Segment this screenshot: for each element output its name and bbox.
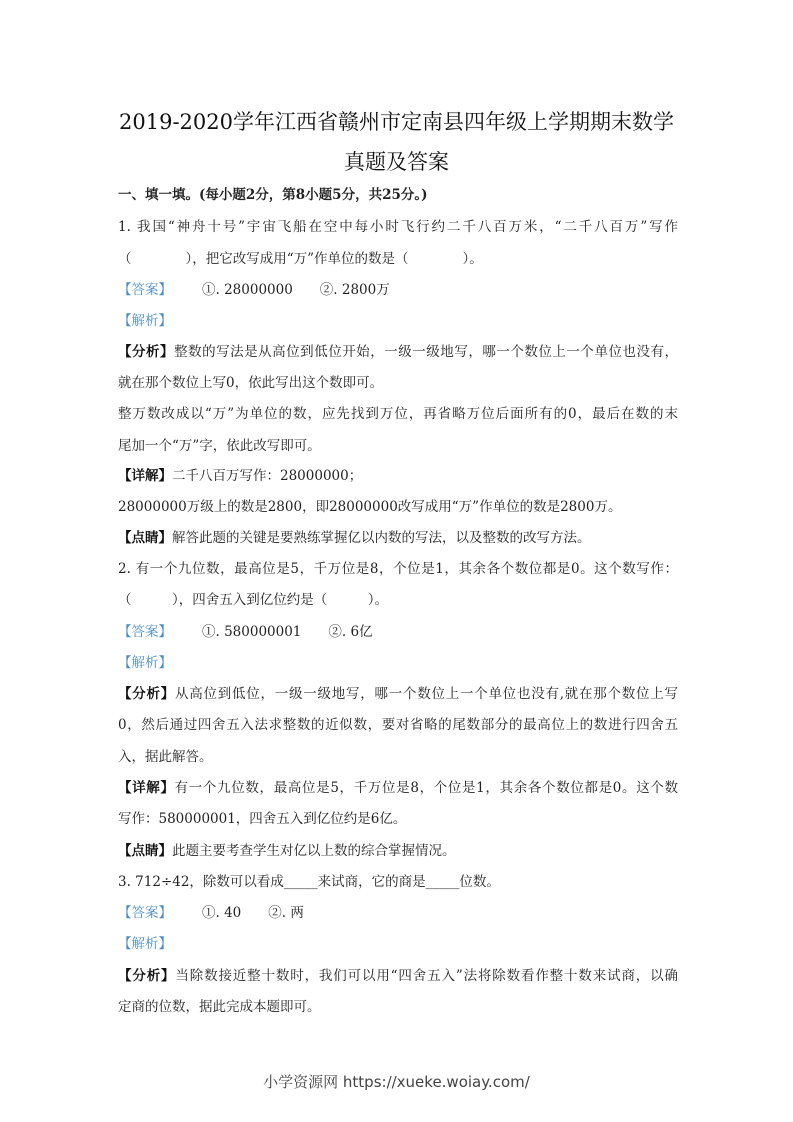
section-tag: 【分析】 (118, 686, 175, 702)
line-text: 入，据此解答。 (118, 749, 213, 765)
section-heading (118, 186, 678, 204)
line-text: ①. 28000000 ②. 2800万 (202, 282, 390, 298)
footer-watermark: 小学资源网 https://xueke.woiay.com/ (263, 1073, 530, 1091)
document-line (118, 529, 678, 547)
line-text: 尾加一个“万”字，依此改写即可。 (118, 438, 321, 454)
section-tag: 【解析】 (118, 936, 172, 952)
section-tag: 【解析】 (118, 655, 172, 671)
line-text: ①. 40 ②. 两 (202, 905, 304, 921)
document-line (118, 250, 678, 268)
document-line (118, 685, 678, 703)
section-tag: 【详解】 (118, 780, 175, 796)
section-tag: 【点睛】 (118, 843, 172, 859)
document-line (118, 467, 678, 485)
line-text: （ ），四舍五入到亿位约是（ ）。 (118, 592, 388, 608)
section-tag: 【答案】 (118, 282, 172, 298)
document-line (118, 312, 678, 330)
document-line (118, 405, 678, 423)
document-line (118, 810, 678, 828)
document-line (118, 998, 678, 1016)
line-text: 此题主要考查学生对亿以上数的综合掌握情况。 (172, 843, 456, 859)
document-line (118, 374, 678, 392)
line-text: 整数的写法是从高位到低位开始，一级一级地写，哪一个数位上一个单位也没有， (174, 344, 679, 360)
line-text: 一、填一填。(每小题2分，第8小题5分，共25分。) (118, 187, 428, 203)
document-line (118, 967, 678, 985)
document-line (118, 560, 678, 578)
document-line (118, 623, 678, 641)
line-text: 3. 712÷42，除数可以看成_____来试商，它的商是_____位数。 (118, 874, 500, 890)
document-line (118, 654, 678, 672)
line-text: 当除数接近整十数时，我们可以用“四舍五入”法将除数看作整十数来试商，以确 (175, 968, 678, 984)
line-text: 1. 我国“神舟十号”宇宙飞船在空中每小时飞行约二千八百万米，“二千八百万”写作 (118, 219, 678, 235)
section-tag: 【分析】 (118, 968, 176, 984)
line-text: 写作：580000001，四舍五入到亿位约是6亿。 (118, 811, 407, 827)
line-text: 定商的位数，据此完成本题即可。 (118, 999, 321, 1015)
line-text: （ ），把它改写成用“万”作单位的数是（ ）。 (118, 251, 483, 267)
document-line (118, 935, 678, 953)
document-title-line-2: 真题及答案 (344, 150, 449, 174)
section-tag: 【答案】 (118, 905, 172, 921)
line-text: 28000000万级上的数是2800，即28000000改写成用“万”作单位的数是2800万。 (118, 499, 622, 515)
document-line (118, 904, 678, 922)
document-line (118, 748, 678, 766)
line-text: 有一个九位数，最高位是5，千万位是8，个位是1，其余各个数位都是0。这个数 (174, 780, 679, 796)
line-text: 2. 有一个九位数，最高位是5，千万位是8，个位是1，其余各个数位都是0。这个数写作： (118, 561, 678, 577)
section-tag: 【答案】 (118, 624, 172, 640)
document-line (118, 281, 678, 299)
line-text: 二千八百万写作：28000000； (172, 468, 363, 484)
line-text: 0，然后通过四舍五入法求整数的近似数，要对省略的尾数部分的最高位上的数进行四舍五 (118, 717, 678, 733)
document-line (118, 779, 678, 797)
document-line (118, 873, 678, 891)
document-line (118, 716, 678, 734)
section-tag: 【点睛】 (118, 530, 172, 546)
section-tag: 【详解】 (118, 468, 172, 484)
document-line (118, 218, 678, 236)
line-text: 从高位到低位，一级一级地写，哪一个数位上一个单位也没有,就在那个数位上写 (175, 686, 678, 702)
section-tag: 【分析】 (118, 344, 175, 360)
document-line (118, 343, 678, 361)
document-line (118, 842, 678, 860)
document-line (118, 498, 678, 516)
document-title-line-1: 2019-2020学年江西省赣州市定南县四年级上学期期末数学 (119, 110, 674, 134)
line-text: 整万数改成以“万”为单位的数，应先找到万位，再省略万位后面所有的0，最后在数的末 (118, 406, 678, 422)
line-text: 就在那个数位上写0，依此写出这个数即可。 (118, 375, 384, 391)
line-text: 解答此题的关键是要熟练掌握亿以内数的写法，以及整数的改写方法。 (172, 530, 591, 546)
document-line (118, 591, 678, 609)
document-line (118, 437, 678, 455)
section-tag: 【解析】 (118, 313, 172, 329)
line-text: ①. 580000001 ②. 6亿 (202, 624, 373, 640)
